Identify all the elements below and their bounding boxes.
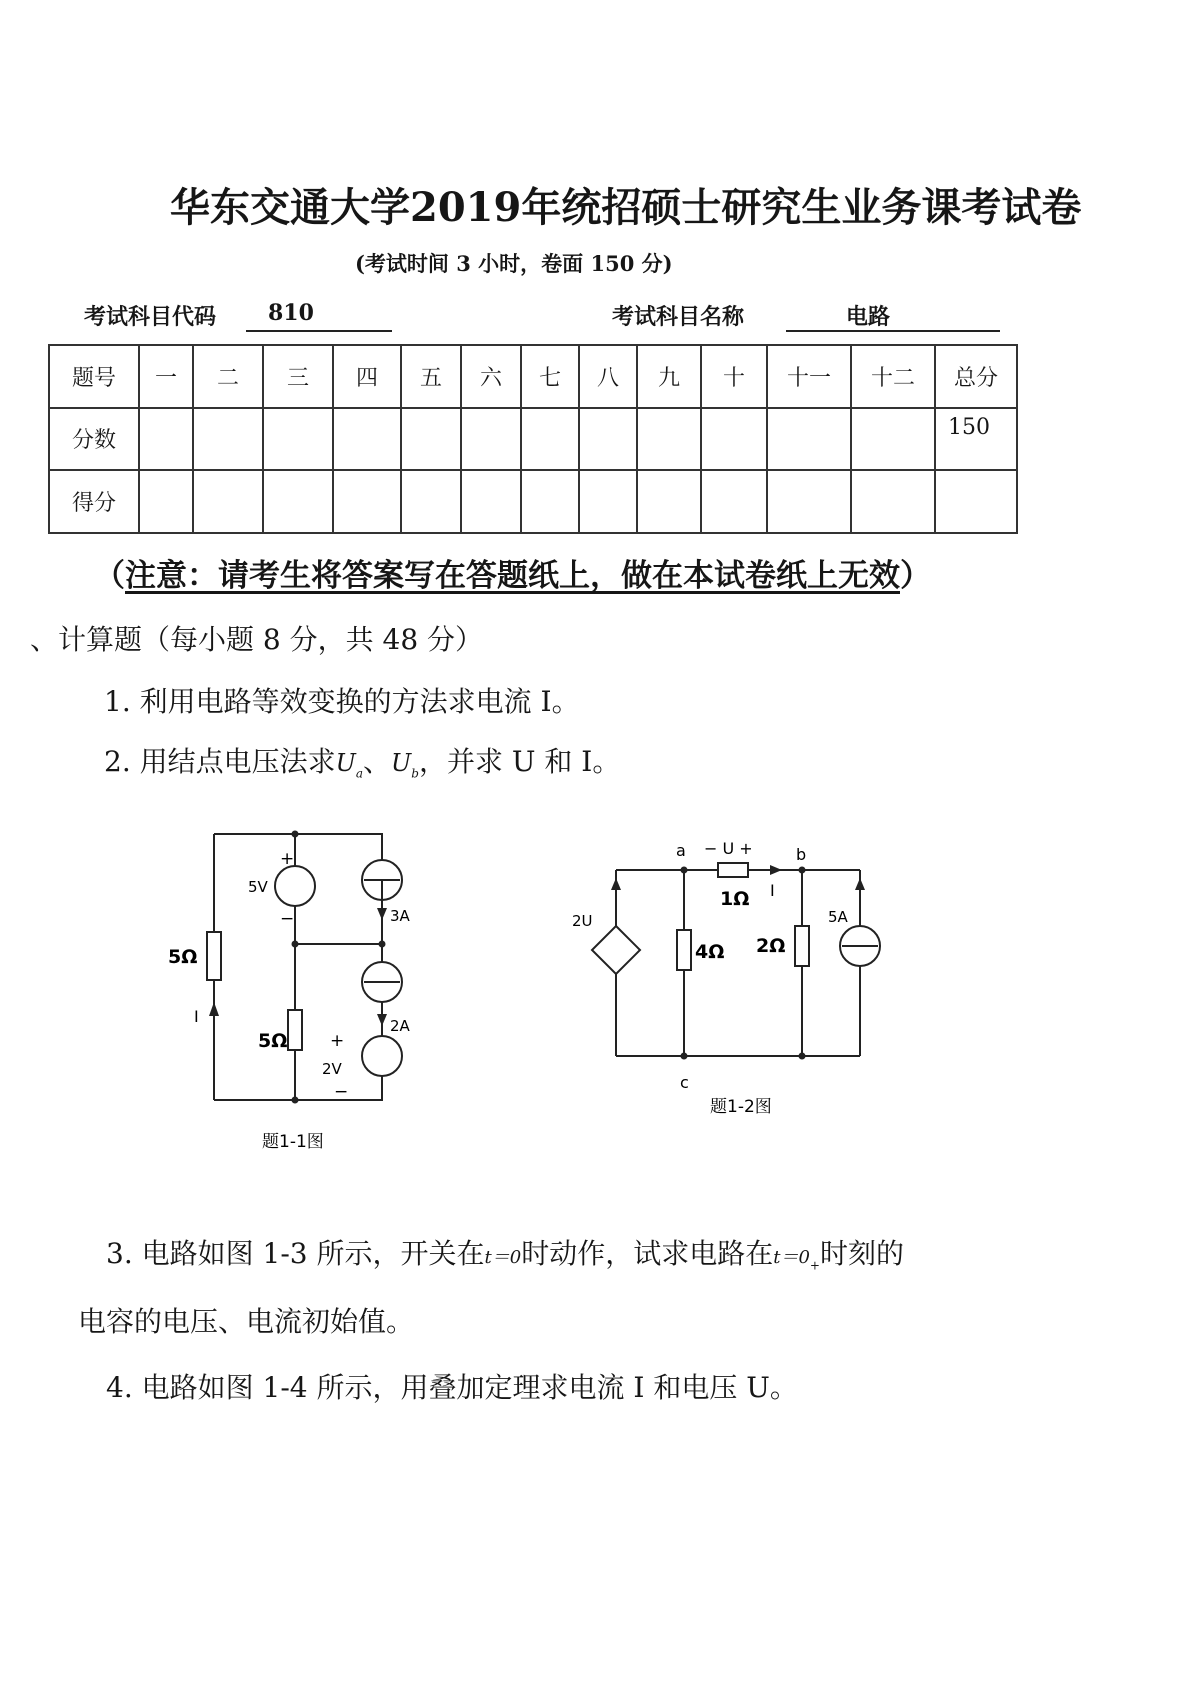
fig1-2-node-a: a [676, 841, 686, 860]
score-table-row-points [49, 408, 1017, 471]
fig1-1-vs-top-minus: − [280, 909, 295, 929]
fig1-1-vs-bottom-plus: + [330, 1031, 345, 1051]
fig1-2-r-2: 2Ω [756, 935, 786, 957]
fig1-1-cs-bottom: 2A [390, 1017, 410, 1035]
fig1-2-u-label: − U + [704, 839, 753, 858]
fig1-2-r-4: 4Ω [695, 941, 725, 963]
subject-code-line [246, 300, 392, 332]
score-table-header-row [49, 345, 1017, 408]
row-header: 得分 [49, 470, 139, 533]
col-header: 十二 [851, 345, 935, 408]
fig1-2-node-c: c [680, 1073, 689, 1092]
subject-name-label: 考试科目名称 [612, 304, 745, 330]
fig1-2-node-b: b [796, 845, 807, 864]
fig1-2-dep-source: 2U [572, 912, 593, 930]
col-header: 九 [637, 345, 701, 408]
col-header: 十一 [767, 345, 851, 408]
score-table-row-score [49, 470, 1017, 533]
col-header: 五 [401, 345, 461, 408]
row-header: 分数 [49, 408, 139, 471]
fig1-1-caption: 题1-1图 [262, 1132, 324, 1152]
section-title: 、计算题（每小题 8 分，共 48 分） [30, 623, 484, 656]
fig1-1-r-left: 5Ω [168, 946, 198, 968]
question-4: 4. 电路如图 1-4 所示，用叠加定理求电流 I 和电压 U。 [106, 1371, 798, 1404]
subject-name-value: 电路 [846, 304, 891, 330]
total-points: 150 [935, 408, 1017, 471]
question-3: 3. 电路如图 1-3 所示，开关在t＝0时动作，试求电路在$t=0_+$时刻的 [106, 1237, 904, 1273]
question-3-line-2: 电容的电压、电流初始值。 [78, 1305, 415, 1338]
total-score [935, 470, 1017, 533]
subject-code-label: 考试科目代码 [84, 304, 217, 330]
fig1-2-cs: 5A [828, 908, 848, 926]
fig1-1-vs-bottom-minus: − [334, 1082, 349, 1102]
col-header: 八 [579, 345, 637, 408]
fig1-1-r-mid: 5Ω [258, 1030, 288, 1052]
col-header: 三 [263, 345, 333, 408]
col-header: 二 [193, 345, 263, 408]
fig1-1-current: I [194, 1007, 199, 1026]
notice-close: ） [900, 558, 931, 594]
fig1-2-caption: 题1-2图 [710, 1097, 772, 1117]
notice-open: （ [94, 558, 125, 594]
exam-title: 华东交通大学2019年统招硕士研究生业务课考试卷 [170, 184, 1082, 231]
figure-1-1 [150, 820, 440, 1170]
fig1-1-vs-top: 5V [248, 878, 268, 896]
col-header: 总分 [935, 345, 1017, 408]
col-header: 七 [521, 345, 579, 408]
score-table [48, 344, 1018, 534]
notice [94, 550, 931, 595]
col-header: 十 [701, 345, 767, 408]
col-header: 六 [461, 345, 521, 408]
col-header: 一 [139, 345, 193, 408]
question-1: 1. 利用电路等效变换的方法求电流 I。 [104, 685, 580, 718]
fig1-2-current: I [770, 881, 775, 900]
figure-1-2 [570, 830, 900, 1130]
question-2: 2. 用结点电压法求$U_a$、$U_b$，并求 U 和 I。 [104, 745, 621, 781]
subject-name-line [786, 300, 1000, 332]
col-header: 四 [333, 345, 401, 408]
fig1-1-vs-top-plus: + [280, 849, 295, 869]
notice-text: 注意：请考生将答案写在答题纸上，做在本试卷纸上无效 [125, 558, 900, 594]
exam-subtitle: (考试时间 3 小时，卷面 150 分) [355, 251, 673, 276]
fig1-1-vs-bottom: 2V [322, 1060, 342, 1078]
fig1-1-cs-top: 3A [390, 907, 410, 925]
subject-code-value: 810 [268, 300, 314, 326]
fig1-2-r-ab: 1Ω [720, 888, 750, 910]
col-header: 题号 [49, 345, 139, 408]
